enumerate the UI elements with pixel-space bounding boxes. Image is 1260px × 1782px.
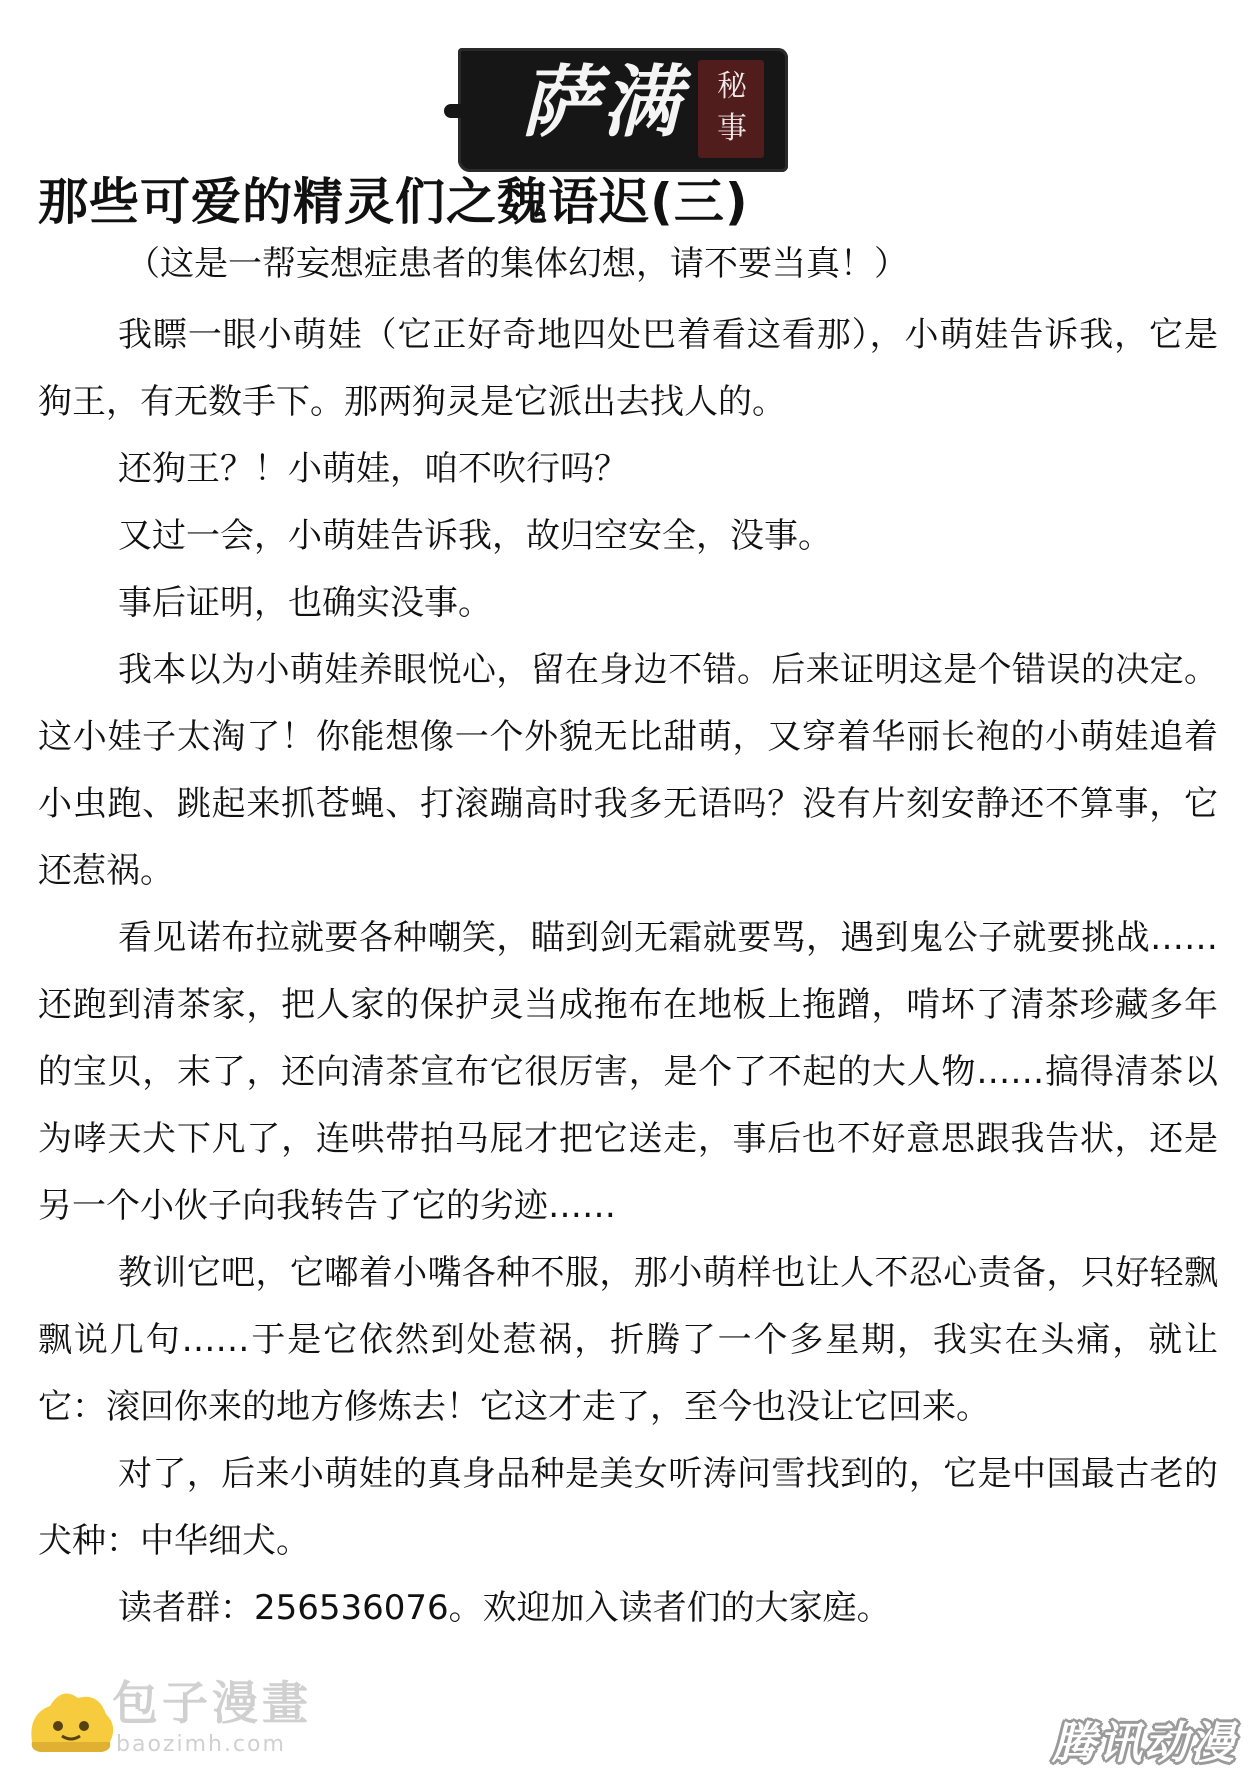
baozi-watermark: 包子漫畫 (112, 1676, 312, 1730)
logo-brush-stroke (444, 104, 484, 118)
paragraph: 我本以为小萌娃养眼悦心，留在身边不错。后来证明这是个错误的决定。这小娃子太淘了！你能想像一个外貌无比甜萌，又穿着华丽长袍的小萌娃追着小虫跑、跳起来抓苍蝇、打滚蹦高时我多无语吗？没有片刻安静还不算事，它还惹祸。 (38, 650, 1218, 891)
chapter-title: 那些可爱的精灵们之魏语迟(三) (38, 173, 749, 231)
tencent-comics-watermark: 腾讯动漫 (1052, 1718, 1236, 1769)
logo-banner (458, 48, 788, 172)
chapter-subtitle: （这是一帮妄想症患者的集体幻想，请不要当真！） (126, 244, 908, 284)
baozi-watermark-url: baozimh.com (116, 1732, 286, 1757)
logo-subtitle: 秘事 (717, 69, 747, 146)
baozi-logo-icon (22, 1680, 122, 1760)
paragraph: 对了，后来小萌娃的真身品种是美女听涛问雪找到的，它是中国最古老的犬种：中华细犬。 (38, 1454, 1218, 1561)
paragraph: 又过一会，小萌娃告诉我，故归空安全，没事。 (118, 516, 832, 556)
paragraph: 我瞟一眼小萌娃（它正好奇地四处巴着看这看那），小萌娃告诉我，它是狗王，有无数手下。那两狗灵是它派出去找人的。 (38, 315, 1218, 422)
paragraph: 看见诺布拉就要各种嘲笑，瞄到剑无霜就要骂，遇到鬼公子就要挑战……还跑到清茶家，把人家的保护灵当成拖布在地板上拖蹭，啃坏了清茶珍藏多年的宝贝，末了，还向清茶宣布它很厉害，是个了不起的大人物……搞得清茶以为哮天犬下凡了，连哄带拍马屁才把它送走，事后也不好意思跟我告状，还是另一个小伙子向我转告了它的劣迹…… (38, 918, 1218, 1226)
paragraph: 事后证明，也确实没事。 (118, 583, 492, 623)
paragraph-reader-group: 读者群：256536076。欢迎加入读者们的大家庭。 (118, 1588, 891, 1628)
logo-title: 萨满 (520, 57, 685, 148)
article-body (38, 302, 1218, 1642)
paragraph: 教训它吧，它嘟着小嘴各种不服，那小萌样也让人不忍心责备，只好轻飘飘说几句……于是它依然到处惹祸，折腾了一个多星期，我实在头痛，就让它：滚回你来的地方修炼去！它这才走了，至今也没让它回来。 (38, 1253, 1218, 1427)
paragraph: 还狗王？！小萌娃，咱不吹行吗？ (118, 449, 628, 489)
